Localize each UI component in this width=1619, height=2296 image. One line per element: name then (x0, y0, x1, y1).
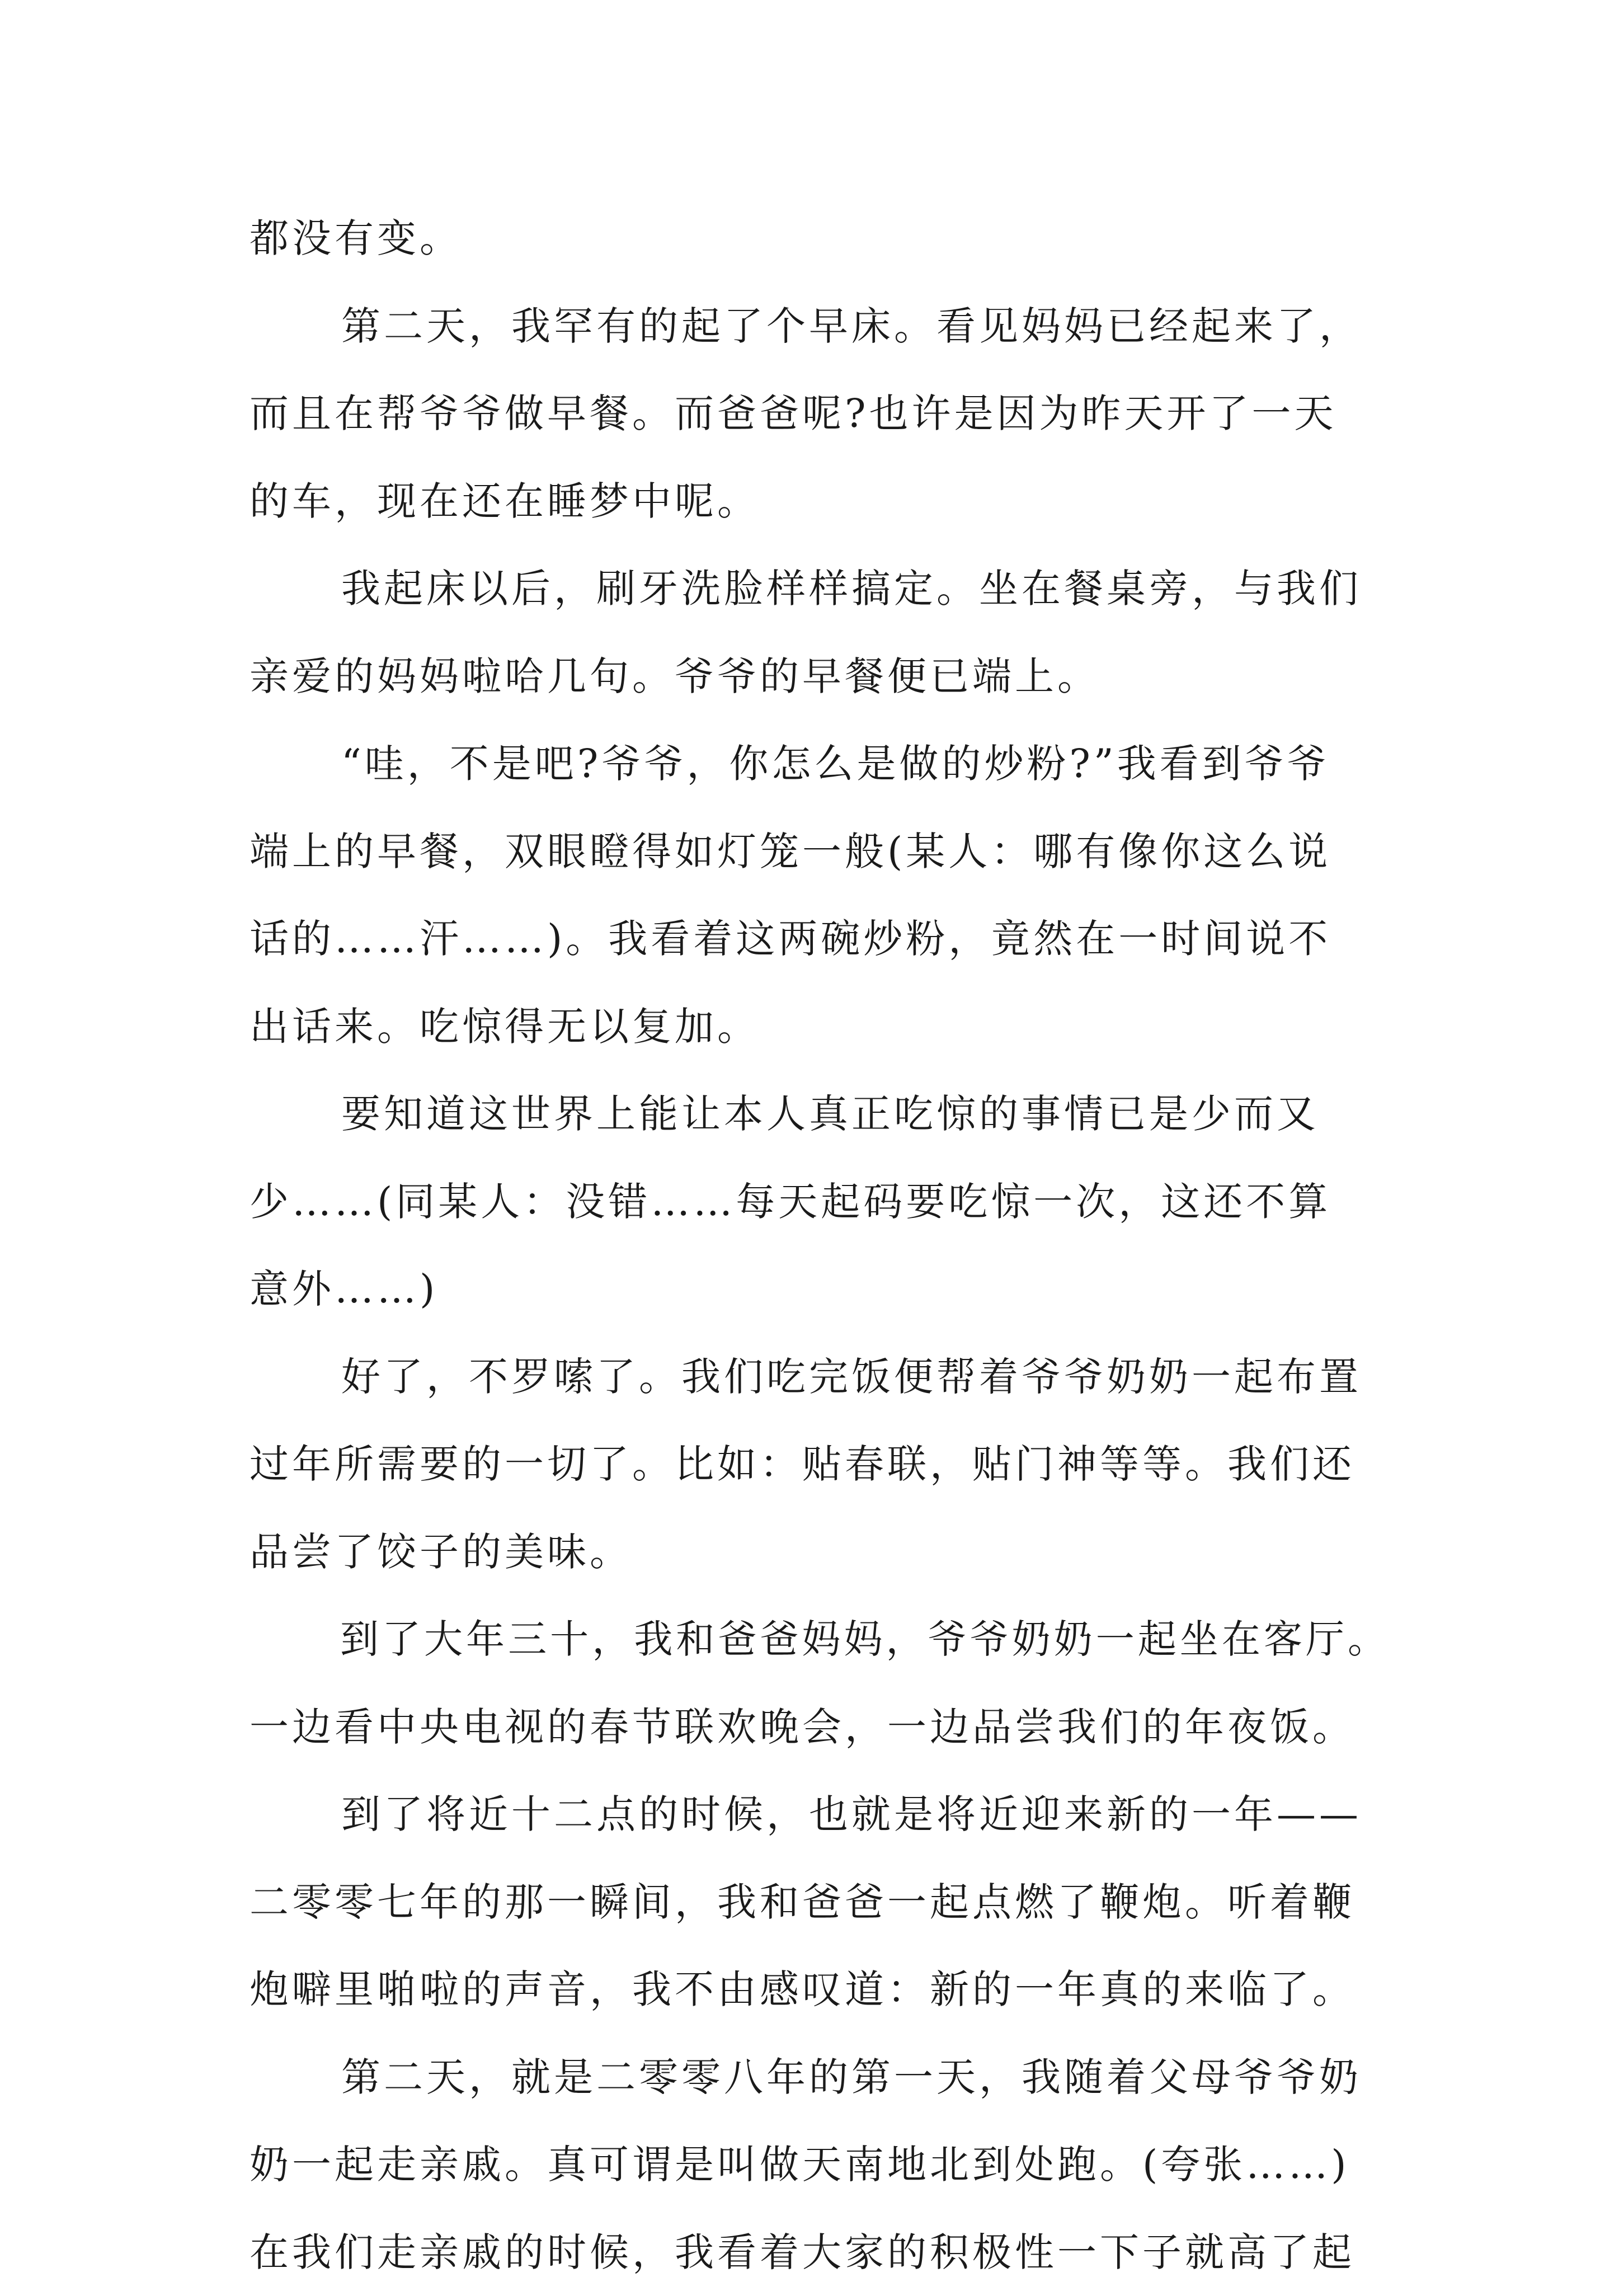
text-line: 奶一起走亲戚。真可谓是叫做天南地北到处跑。(夸张……) (250, 2121, 1391, 2209)
text-line: 在我们走亲戚的时候，我看着大家的积极性一下子就高了起 (250, 2209, 1391, 2296)
text-line: 过年所需要的一切了。比如：贴春联，贴门神等等。我们还 (250, 1420, 1391, 1508)
text-line: 品尝了饺子的美味。 (250, 1508, 1391, 1596)
text-line: 到了将近十二点的时候，也就是将近迎来新的一年—— (250, 1771, 1391, 1859)
text-line: 的车，现在还在睡梦中呢。 (250, 458, 1391, 545)
text-line: 亲爱的妈妈啦哈几句。爷爷的早餐便已端上。 (250, 633, 1391, 721)
text-line: 好了，不罗嗦了。我们吃完饭便帮着爷爷奶奶一起布置 (250, 1333, 1391, 1421)
text-line: 第二天，我罕有的起了个早床。看见妈妈已经起来了， (250, 283, 1391, 370)
text-line: 端上的早餐，双眼瞪得如灯笼一般(某人：哪有像你这么说 (250, 808, 1391, 896)
text-line: 要知道这世界上能让本人真正吃惊的事情已是少而又 (250, 1070, 1391, 1158)
text-line: 第二天，就是二零零八年的第一天，我随着父母爷爷奶 (250, 2034, 1391, 2121)
text-line: 我起床以后，刷牙洗脸样样搞定。坐在餐桌旁，与我们 (250, 545, 1391, 633)
text-line: 话的……汗……)。我看着这两碗炒粉，竟然在一时间说不 (250, 895, 1391, 983)
text-line: 意外……) (250, 1245, 1391, 1333)
text-line: 出话来。吃惊得无以复加。 (250, 983, 1391, 1071)
text-line: 都没有变。 (250, 195, 1391, 283)
text-line: 二零零七年的那一瞬间，我和爸爸一起点燃了鞭炮。听着鞭 (250, 1859, 1391, 1946)
text-line: 而且在帮爷爷做早餐。而爸爸呢?也许是因为昨天开了一天 (250, 370, 1391, 458)
body-text (250, 195, 1391, 2296)
text-line: 一边看中央电视的春节联欢晚会，一边品尝我们的年夜饭。 (250, 1683, 1391, 1771)
text-line: 炮噼里啪啦的声音，我不由感叹道：新的一年真的来临了。 (250, 1946, 1391, 2034)
text-line: 少……(同某人：没错……每天起码要吃惊一次，这还不算 (250, 1158, 1391, 1246)
text-line: 到了大年三十，我和爸爸妈妈，爷爷奶奶一起坐在客厅。 (250, 1596, 1480, 1683)
text-line: “哇，不是吧?爷爷，你怎么是做的炒粉?”我看到爷爷 (250, 720, 1391, 808)
